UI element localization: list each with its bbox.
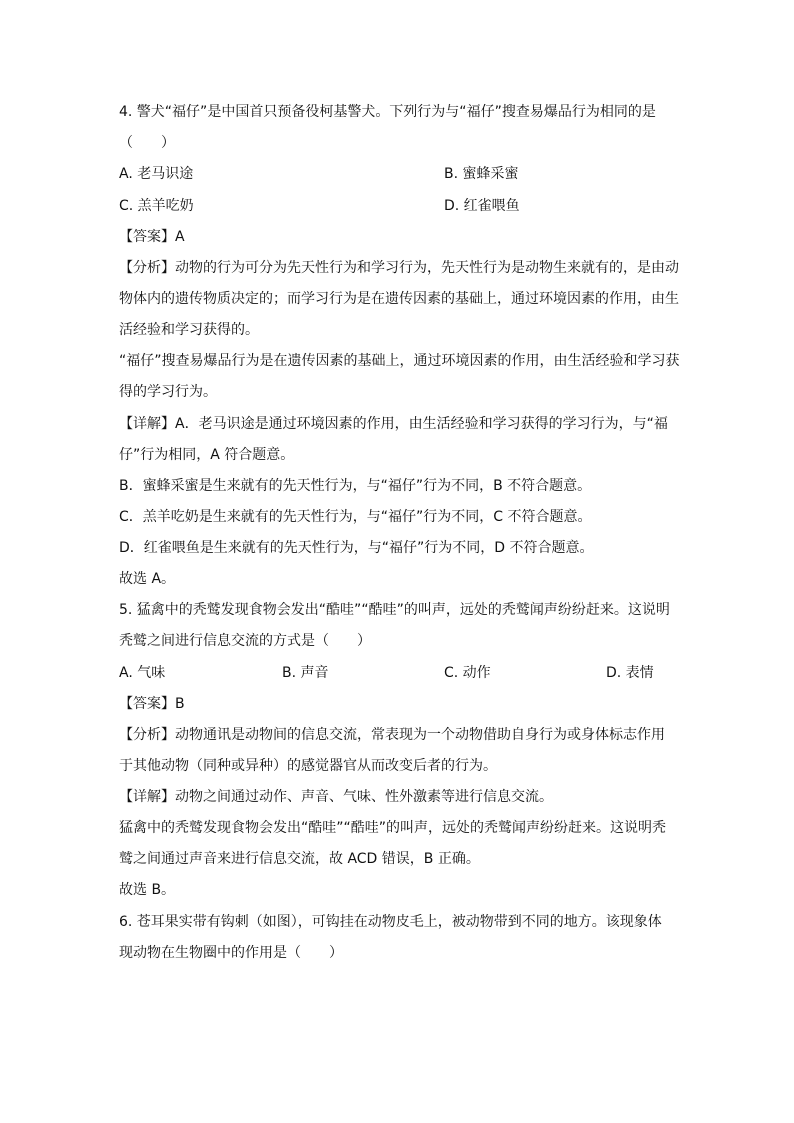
q5-option-b: B. 声音: [282, 665, 329, 681]
q5-detail-line: 猛禽中的秃鹫发现食物会发出“酷哇”“酷哇”的叫声，远处的秃鹫闻声纷纷赶来。这说明秃: [119, 820, 667, 836]
q5-analysis-line: 于其他动物（同种或异种）的感觉器官从而改变后者的行为。: [119, 758, 497, 774]
q5-option-d: D. 表情: [606, 665, 654, 681]
q5-analysis-line: 【分析】动物通讯是动物间的信息交流，常表现为一个动物借助自身行为或身体标志作用: [119, 727, 665, 743]
q4-detail-line: 【详解】A．老马识途是通过环境因素的作用，由生活经验和学习获得的学习行为，与“福: [119, 416, 668, 432]
q4-analysis-line: 物体内的遗传物质决定的；而学习行为是在遗传因素的基础上，通过环境因素的作用，由生: [119, 291, 679, 307]
q4-detail-line: D．红雀喂鱼是生来就有的先天性行为，与“福仔”行为不同，D 不符合题意。: [119, 540, 594, 556]
q5-conclusion: 故选 B。: [119, 882, 176, 898]
q4-option-a: A. 老马识途: [119, 166, 194, 182]
q4-detail-line: 仔”行为相同，A 符合题意。: [119, 447, 295, 463]
q4-detail-line: B．蜜蜂采蜜是生来就有的先天性行为，与“福仔”行为不同，B 不符合题意。: [119, 478, 592, 494]
q4-detail-line: C．羔羊吃奶是生来就有的先天性行为，与“福仔”行为不同，C 不符合题意。: [119, 509, 592, 525]
q5-option-c: C. 动作: [444, 665, 491, 681]
q4-analysis-line: “福仔”搜查易爆品行为是在遗传因素的基础上，通过环境因素的作用，由生活经验和学习获: [119, 353, 680, 369]
q4-option-c: C. 羔羊吃奶: [119, 198, 194, 214]
q5-detail-line: 【详解】动物之间通过动作、声音、气味、性外激素等进行信息交流。: [119, 789, 553, 805]
q4-conclusion: 故选 A。: [119, 571, 176, 587]
q4-analysis-line: 【分析】动物的行为可分为先天性行为和学习行为，先天性行为是动物生来就有的，是由动: [119, 260, 679, 276]
q4-stem-line-1: 4. 警犬“福仔”是中国首只预备役柯基警犬。下列行为与“福仔”搜查易爆品行为相同的是: [119, 104, 656, 120]
q4-analysis-line: 活经验和学习获得的。: [119, 322, 259, 338]
q5-stem-line-1: 5. 猛禽中的秃鹫发现食物会发出“酷哇”“酷哇”的叫声，远处的秃鹫闻声纷纷赶来。这说明: [119, 602, 670, 618]
q6-stem-line-2: 现动物在生物圈中的作用是（ ）: [119, 945, 343, 961]
q5-stem-line-2: 秃鹫之间进行信息交流的方式是（ ）: [119, 633, 371, 649]
q6-stem-line-1: 6. 苍耳果实带有钩刺（如图），可钩挂在动物皮毛上，被动物带到不同的地方。该现象体: [119, 914, 662, 930]
q5-option-a: A. 气味: [119, 665, 166, 681]
q4-option-d: D. 红雀喂鱼: [444, 198, 520, 214]
q5-detail-line: 鹫之间通过声音来进行信息交流，故 ACD 错误，B 正确。: [119, 851, 480, 867]
q4-analysis-line: 得的学习行为。: [119, 384, 217, 400]
q4-stem-line-2: （ ）: [119, 135, 175, 151]
q4-option-b: B. 蜜蜂采蜜: [444, 166, 519, 182]
q5-answer: 【答案】B: [119, 696, 185, 712]
q4-answer: 【答案】A: [119, 229, 185, 245]
